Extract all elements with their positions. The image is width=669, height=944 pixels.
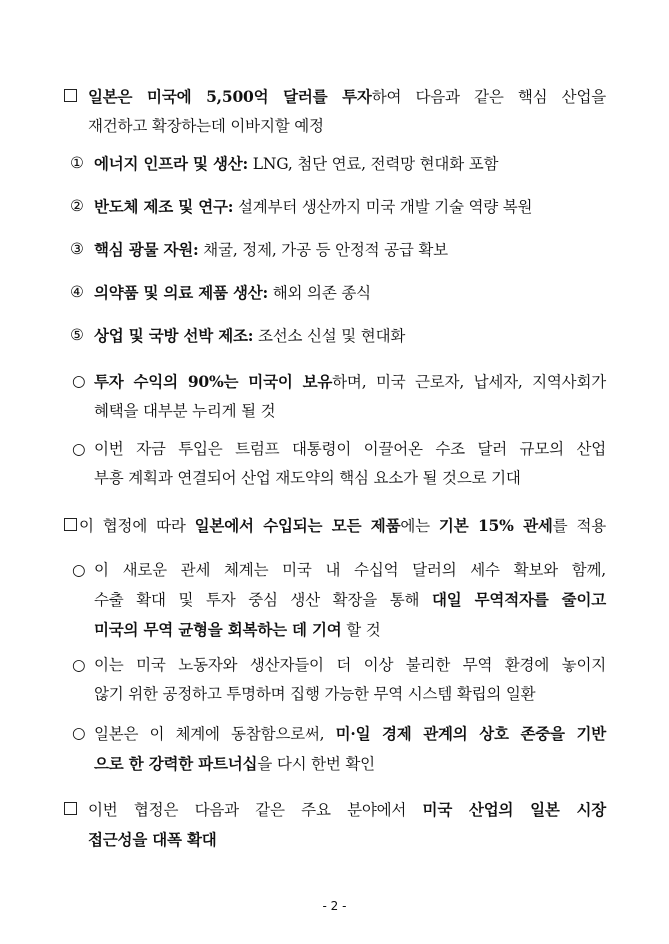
paragraph-text <box>94 235 606 265</box>
bold-text-segment: 으로 한 강력한 파트너십 <box>94 754 258 773</box>
bold-text-segment: 일본은 미국에 5,500억 달러를 투자 <box>88 87 372 106</box>
bold-text-segment: 반도체 제조 및 연구: <box>94 197 234 216</box>
text-line <box>94 556 606 585</box>
text-line <box>88 825 606 855</box>
text-segment: 설계부터 생산까지 미국 개발 기술 역량 복원 <box>233 198 533 216</box>
text-segment: 일본은 이 체계에 동참함으로써, <box>94 725 336 743</box>
text-line <box>88 82 606 112</box>
circle-bullet-icon: ○ <box>72 656 86 674</box>
bold-text-segment: 일본에서 수입되는 모든 제품 <box>194 516 401 535</box>
text-line <box>94 680 606 709</box>
text-line <box>94 651 606 680</box>
circle-bullet-icon: ○ <box>72 372 86 390</box>
text-segment: 해외 의존 종식 <box>268 284 371 302</box>
text-line <box>88 112 606 141</box>
circle-bullet-icon: ○ <box>72 724 86 742</box>
paragraph <box>0 82 669 140</box>
paragraph <box>0 435 669 493</box>
paragraph-text <box>94 367 606 426</box>
numbered-bullet: ⑤ <box>70 326 84 344</box>
paragraph <box>0 719 669 777</box>
paragraph-text <box>94 149 606 179</box>
text-line <box>94 585 606 615</box>
text-line <box>94 321 606 351</box>
text-segment: 이번 협정은 다음과 같은 주요 분야에서 <box>88 801 423 819</box>
numbered-bullet: ② <box>70 197 84 215</box>
paragraph <box>0 149 669 178</box>
paragraph-text <box>94 192 606 222</box>
square-bullet-icon <box>64 795 77 824</box>
paragraph-text <box>94 556 606 645</box>
text-line <box>94 397 606 426</box>
text-segment: 를 적용 <box>552 517 606 535</box>
square-bullet-icon <box>64 511 77 540</box>
paragraph-text <box>94 278 606 308</box>
text-line <box>94 464 606 493</box>
paragraph <box>0 192 669 221</box>
bold-text-segment: 미국 산업의 일본 시장 <box>422 800 606 819</box>
text-line <box>94 235 606 265</box>
text-line <box>94 278 606 308</box>
text-segment: 할 것 <box>341 621 381 639</box>
text-line <box>94 435 606 464</box>
text-line <box>94 192 606 222</box>
bold-text-segment: 투자 수익의 90%는 미국이 보유 <box>94 372 333 391</box>
page-number: - 2 - <box>322 899 347 913</box>
bold-text-segment: 대일 무역적자를 줄이고 <box>431 590 606 609</box>
text-segment: 하여 다음과 같은 핵심 산업을 <box>371 88 606 106</box>
text-line <box>79 511 606 541</box>
bold-text-segment: 의약품 및 의료 제품 생산: <box>94 283 269 302</box>
text-segment: 에는 <box>400 517 439 535</box>
text-segment: 이는 미국 노동자와 생산자들이 더 이상 불리한 무역 환경에 놓이지 <box>94 656 606 674</box>
bold-text-segment: 접근성을 대폭 확대 <box>88 830 217 849</box>
text-line <box>94 149 606 179</box>
text-segment: 않기 위한 공정하고 투명하며 집행 가능한 무역 시스템 확립의 일환 <box>94 685 536 703</box>
text-line <box>94 719 606 749</box>
paragraph <box>0 235 669 264</box>
numbered-bullet: ④ <box>70 283 84 301</box>
paragraph-text <box>94 719 606 779</box>
paragraph-text <box>79 511 606 541</box>
bold-text-segment: 상업 및 국방 선박 제조: <box>94 326 254 345</box>
circle-bullet-icon: ○ <box>72 440 86 458</box>
paragraph-text <box>94 651 606 709</box>
bold-text-segment: 핵심 광물 자원: <box>94 240 199 259</box>
text-segment: 이 협정에 따라 <box>79 517 195 535</box>
square-bullet-icon <box>64 82 77 111</box>
paragraph <box>0 321 669 350</box>
text-segment: 이번 자금 투입은 트럼프 대통령이 이끌어온 수조 달러 규모의 산업 <box>94 440 606 458</box>
paragraph-text <box>88 795 606 855</box>
paragraph-text <box>88 82 606 141</box>
text-segment: LNG, 첨단 연료, 전력망 현대화 포함 <box>248 155 499 173</box>
bold-text-segment: 미·일 경제 관계의 상호 존중을 기반 <box>335 724 606 743</box>
text-segment: 수출 확대 및 투자 중심 생산 확장을 통해 <box>94 591 432 609</box>
numbered-bullet: ③ <box>70 240 84 258</box>
text-segment: 부흥 계획과 연결되어 산업 재도약의 핵심 요소가 될 것으로 기대 <box>94 469 521 487</box>
text-segment: 하며, 미국 근로자, 납세자, 지역사회가 <box>332 373 606 391</box>
text-segment: 을 다시 한번 확인 <box>257 755 375 773</box>
paragraph-text <box>94 435 606 493</box>
text-line <box>94 615 606 645</box>
circle-bullet-icon: ○ <box>72 561 86 579</box>
paragraph-text <box>94 321 606 351</box>
text-segment: 조선소 신설 및 현대화 <box>253 327 406 345</box>
text-segment: 이 새로운 관세 체계는 미국 내 수십억 달러의 세수 확보와 함께, <box>94 561 606 579</box>
paragraph <box>0 556 669 643</box>
text-segment: 재건하고 확장하는데 이바지할 예정 <box>88 117 324 135</box>
paragraph <box>0 278 669 307</box>
text-line <box>88 795 606 825</box>
numbered-bullet: ① <box>70 154 84 172</box>
paragraph <box>0 367 669 425</box>
paragraph <box>0 795 669 853</box>
text-segment: 혜택을 대부분 누리게 될 것 <box>94 402 276 420</box>
text-segment: 채굴, 정제, 가공 등 안정적 공급 확보 <box>198 241 448 259</box>
text-line <box>94 749 606 779</box>
text-line <box>94 367 606 397</box>
bold-text-segment: 기본 15% 관세 <box>438 516 553 535</box>
paragraph <box>0 651 669 709</box>
paragraph <box>0 511 669 540</box>
bold-text-segment: 에너지 인프라 및 생산: <box>94 154 249 173</box>
bold-text-segment: 미국의 무역 균형을 회복하는 데 기여 <box>94 620 342 639</box>
